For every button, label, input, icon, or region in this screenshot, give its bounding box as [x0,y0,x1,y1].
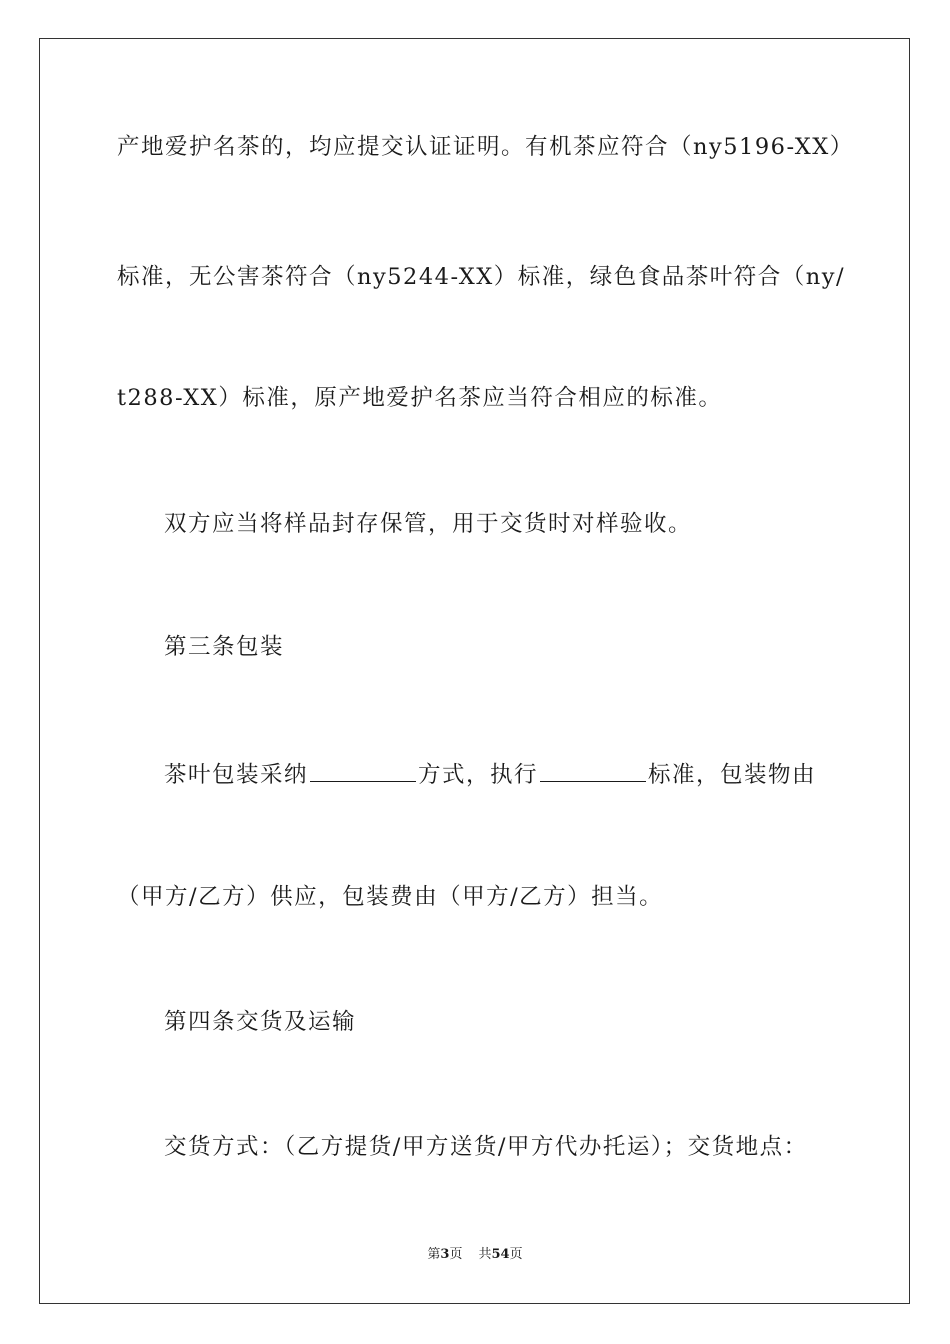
packaging-standard-blank[interactable] [540,759,646,782]
paragraph-line-1: 产地爱护名茶的，均应提交认证证明。有机茶应符合（ny5196-XX） [117,134,854,160]
packaging-supply-line: （甲方/乙方）供应，包装费由（甲方/乙方）担当。 [117,884,664,910]
section-heading-delivery: 第四条交货及运输 [164,1009,357,1035]
packaging-text-2: 方式，执行 [418,762,539,788]
footer-total-suffix: 页 [509,1247,523,1262]
footer-total-prefix: 共 [478,1247,492,1262]
paragraph-line-2: 标准，无公害茶符合（ny5244-XX）标准，绿色食品茶叶符合（ny/ [117,264,846,290]
packaging-method-blank[interactable] [310,759,416,782]
paragraph-line-3: t288-XX）标准，原产地爱护名茶应当符合相应的标准。 [117,385,723,411]
page-border [39,38,910,1304]
packaging-text-3: 标准，包装物由 [648,762,817,788]
section-heading-packaging: 第三条包装 [164,634,285,660]
delivery-method-line: 交货方式：（乙方提货/甲方送货/甲方代办托运）；交货地点： [164,1134,808,1160]
page-footer [0,1246,950,1264]
footer-page-number: 3 [440,1247,450,1262]
footer-page-prefix: 第 [427,1247,441,1262]
sample-storage-paragraph: 双方应当将样品封存保管，用于交货时对样验收。 [164,511,693,537]
packaging-paragraph [164,759,844,790]
footer-total-pages: 54 [491,1247,510,1262]
footer-page-suffix: 页 [449,1247,463,1262]
packaging-text-1: 茶叶包装采纳 [164,762,309,788]
